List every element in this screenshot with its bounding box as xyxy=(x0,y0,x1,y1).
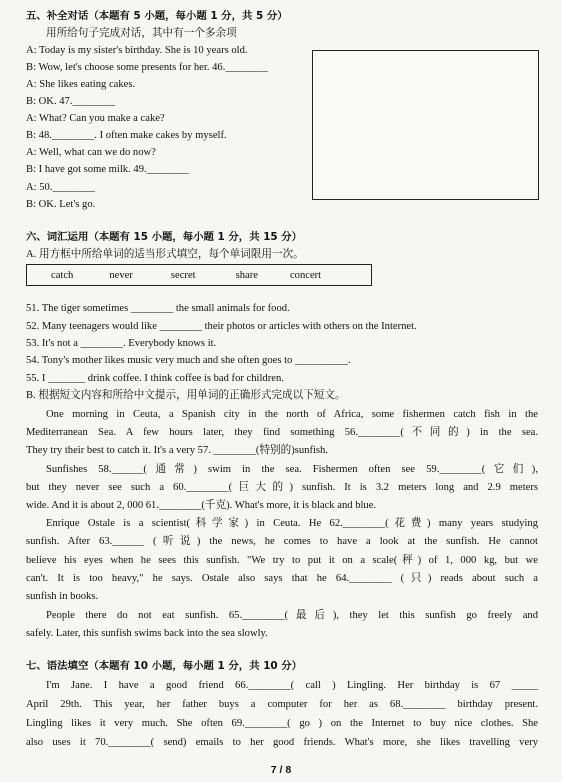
dialogue-line: A: What? Can you make a cake? xyxy=(26,113,165,124)
section6-part-a: A. 用方框中所给单词的适当形式填空，每个单词限用一次。 xyxy=(26,249,304,260)
passage-line: Enrique Ostale is a scientist(科学家) in Ceuta. He 62.________(花费) many years studying xyxy=(46,518,538,529)
section7-title: 七、语法填空（本题有 10 小题，每小题 1 分，共 10 分） xyxy=(26,660,303,672)
passage-line: can't. It is too heavy," he says. Ostale also says that he 64.________ (只) reads about such a xyxy=(26,573,538,584)
dialogue-line: B: I have got some milk. 49.________ xyxy=(26,164,190,175)
question-51: 51. The tiger sometimes ________ the small animals for food. xyxy=(26,303,290,314)
passage-line: Sunfishes 58.______(通常) swim in the sea. Fishermen often see 59.________(它们), xyxy=(46,464,538,475)
grammar-line: April 29th. This year, her father buys a computer for her as 68.________ birthday present. xyxy=(26,699,538,710)
dialogue-line: B: Wow, let's choose some presents for her. 46.________ xyxy=(26,62,268,73)
section6-part-b: B. 根据短文内容和所给中文提示，用单词的正确形式完成以下短文。 xyxy=(26,390,346,401)
passage-line: Mediterranean Sea. A few hours later, they find something 56.________(不同的) in the sea. xyxy=(26,427,538,438)
passage-line: safely. Later, this sunfish swims back into the sea slowly. xyxy=(26,628,268,639)
page-number: 7 / 8 xyxy=(270,764,292,776)
word-option: concert xyxy=(289,269,322,281)
section6-title: 六、词汇运用（本题有 15 小题，每小题 1 分，共 15 分） xyxy=(26,231,303,243)
section5-instruction: 用所给句子完成对话，其中有一个多余项 xyxy=(46,28,237,39)
question-53: 53. It's not a ________. Everybody knows it. xyxy=(26,338,217,349)
dialogue-line: A: She likes eating cakes. xyxy=(26,79,136,90)
section5-title: 五、补全对话（本题有 5 小题，每小题 1 分，共 5 分） xyxy=(26,10,288,22)
dialogue-line: A: Well, what can we do now? xyxy=(26,147,156,158)
passage-line: sunfish. After 63.______ (听说) the news, he comes to have a look at the sunfish. He cannot xyxy=(26,536,538,547)
dialogue-line: B: 48.________. I often make cakes by myself. xyxy=(26,130,227,141)
grammar-line: Lingling likes it very much. She often 69.________( go ) on the Internet to buy nice clothes. She xyxy=(26,718,538,729)
word-option: secret xyxy=(170,269,196,281)
grammar-line: also uses it 70.________( send) emails to her good friends. What's more, she likes travelling very xyxy=(26,737,538,748)
word-option: never xyxy=(109,269,133,281)
options-box xyxy=(312,50,539,200)
dialogue-line: A: 50.________ xyxy=(26,182,95,193)
question-52: 52. Many teenagers would like ________ their photos or articles with others on the Internet. xyxy=(26,321,417,332)
word-option: share xyxy=(235,269,258,281)
passage-line: believe his eyes when he sees this sunfish. "We try to put it on a scale(秤) of 1, 000 kg, but we xyxy=(26,555,538,566)
word-option: catch xyxy=(51,269,74,281)
passage-line: One morning in Ceuta, a Spanish city in the north of Africa, some fishermen catch fish in the xyxy=(46,409,538,420)
passage-line: People there do not eat sunfish. 65.________(最后), they let this sunfish go freely and xyxy=(46,610,538,621)
grammar-line: I'm Jane. I have a good friend 66.________( call ) Lingling. Her birthday is 67 _____ xyxy=(46,680,538,691)
passage-line: but they never see such a 60.________(巨大的) sunfish. It is 3.2 meters long and 2.9 meters xyxy=(26,482,538,493)
dialogue-line: A: Today is my sister's birthday. She is 10 years old. xyxy=(26,45,248,56)
dialogue-line: B: OK. 47.________ xyxy=(26,96,115,107)
passage-line: wide. And it is about 2, 000 61.________(千克). What's more, it is black and blue. xyxy=(26,500,377,511)
passage-line: sunfish in books. xyxy=(26,591,99,602)
question-55: 55. I _______ drink coffee. I think coffee is bad for children. xyxy=(26,373,284,384)
dialogue-line: B: OK. Let's go. xyxy=(26,199,96,210)
question-54: 54. Tony's mother likes music very much and she often goes to __________. xyxy=(26,355,351,366)
word-box xyxy=(26,264,372,286)
passage-line: They try their best to catch it. It's a very 57. ________(特别的)sunfish. xyxy=(26,445,329,456)
